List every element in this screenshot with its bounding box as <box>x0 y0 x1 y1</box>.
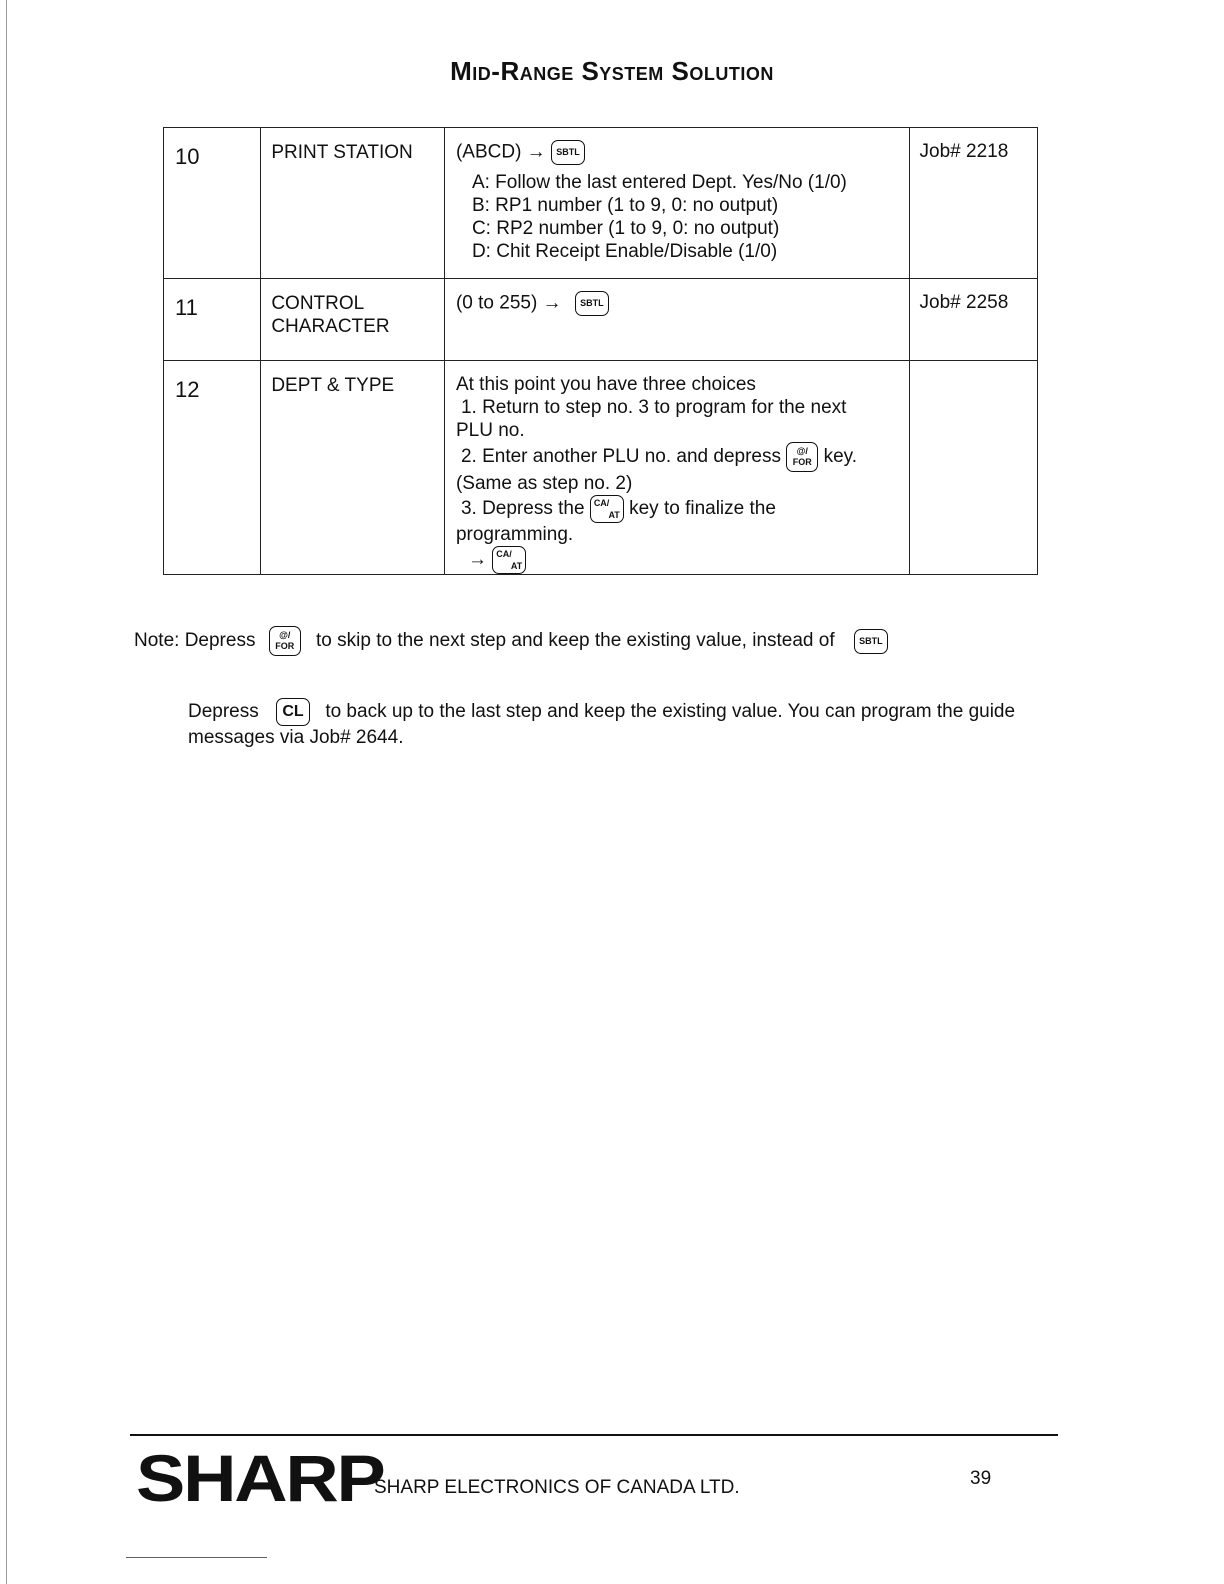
arrow: → <box>467 549 487 571</box>
step-label: CONTROL CHARACTER <box>271 293 390 337</box>
intro-text: At this point you have three choices <box>455 374 756 395</box>
job-number: Job# 2218 <box>919 141 1009 162</box>
sharp-logo: SHARP <box>136 1441 384 1515</box>
choice-1: 1. Return to step no. 3 to program for the next <box>460 397 847 418</box>
step-label: PRINT STATION <box>271 142 413 163</box>
footer-divider <box>130 1434 1058 1436</box>
at-for-key-icon: @/ FOR <box>786 442 818 472</box>
job-number <box>910 361 1037 374</box>
detail-line: B: RP1 number (1 to 9, 0: no output) <box>471 195 779 216</box>
table-row <box>164 361 1038 575</box>
table-row <box>164 279 1038 361</box>
sbtl-key-icon: SBTL <box>854 629 888 654</box>
sbtl-key-icon: SBTL <box>575 291 609 316</box>
job-number: Job# 2258 <box>919 292 1009 313</box>
note-backup: Depress CL to back up to the last step and keep the existing value. You can program the guide messages via Job# 2644. <box>188 698 1068 749</box>
step-number: 12 <box>175 377 200 402</box>
page-edge-line <box>6 0 7 1584</box>
step-description <box>445 128 909 263</box>
detail-line: D: Chit Receipt Enable/Disable (1/0) <box>471 241 778 262</box>
choice-3: 3. Depress the CA/ AT key to finalize the <box>456 495 899 523</box>
sbtl-key-icon: SBTL <box>551 140 585 165</box>
bottom-link-line <box>126 1557 267 1558</box>
entry-format: (ABCD) → <box>455 141 546 163</box>
page-title: Mid-Range System Solution <box>450 56 774 86</box>
choice-2: 2. Enter another PLU no. and depress @/ FOR key. <box>456 442 899 472</box>
step-number: 10 <box>175 144 200 169</box>
steps-table <box>163 127 1038 575</box>
entry-format: (0 to 255) → <box>455 292 562 314</box>
detail-line: C: RP2 number (1 to 9, 0: no output) <box>471 218 780 239</box>
ca-at-key-icon: CA/ AT <box>492 546 526 574</box>
table-row <box>164 128 1038 279</box>
step-description: At this point you have three choices 1. Return to step no. 3 to program for the next PLU no. 2. Enter another PLU no. and depress @/ FOR key. (Same as step no. 2) 3. Depress the CA/ AT key to finalize the programming. → CA/ AT <box>445 361 909 574</box>
company-name: SHARP ELECTRONICS OF CANADA LTD. <box>374 1477 740 1498</box>
step-number: 11 <box>175 295 198 320</box>
step-label: DEPT & TYPE <box>271 375 395 396</box>
at-for-key-icon: @/ FOR <box>269 626 301 656</box>
detail-line: A: Follow the last entered Dept. Yes/No (1/0) <box>471 172 847 193</box>
ca-at-key-icon: CA/ AT <box>590 495 624 523</box>
step-description <box>445 279 909 316</box>
note-skip: Note: Depress @/ FOR to skip to the next step and keep the existing value, instead of SBTL <box>134 626 888 656</box>
cl-key-icon: CL <box>276 698 310 726</box>
page-number: 39 <box>970 1468 992 1489</box>
